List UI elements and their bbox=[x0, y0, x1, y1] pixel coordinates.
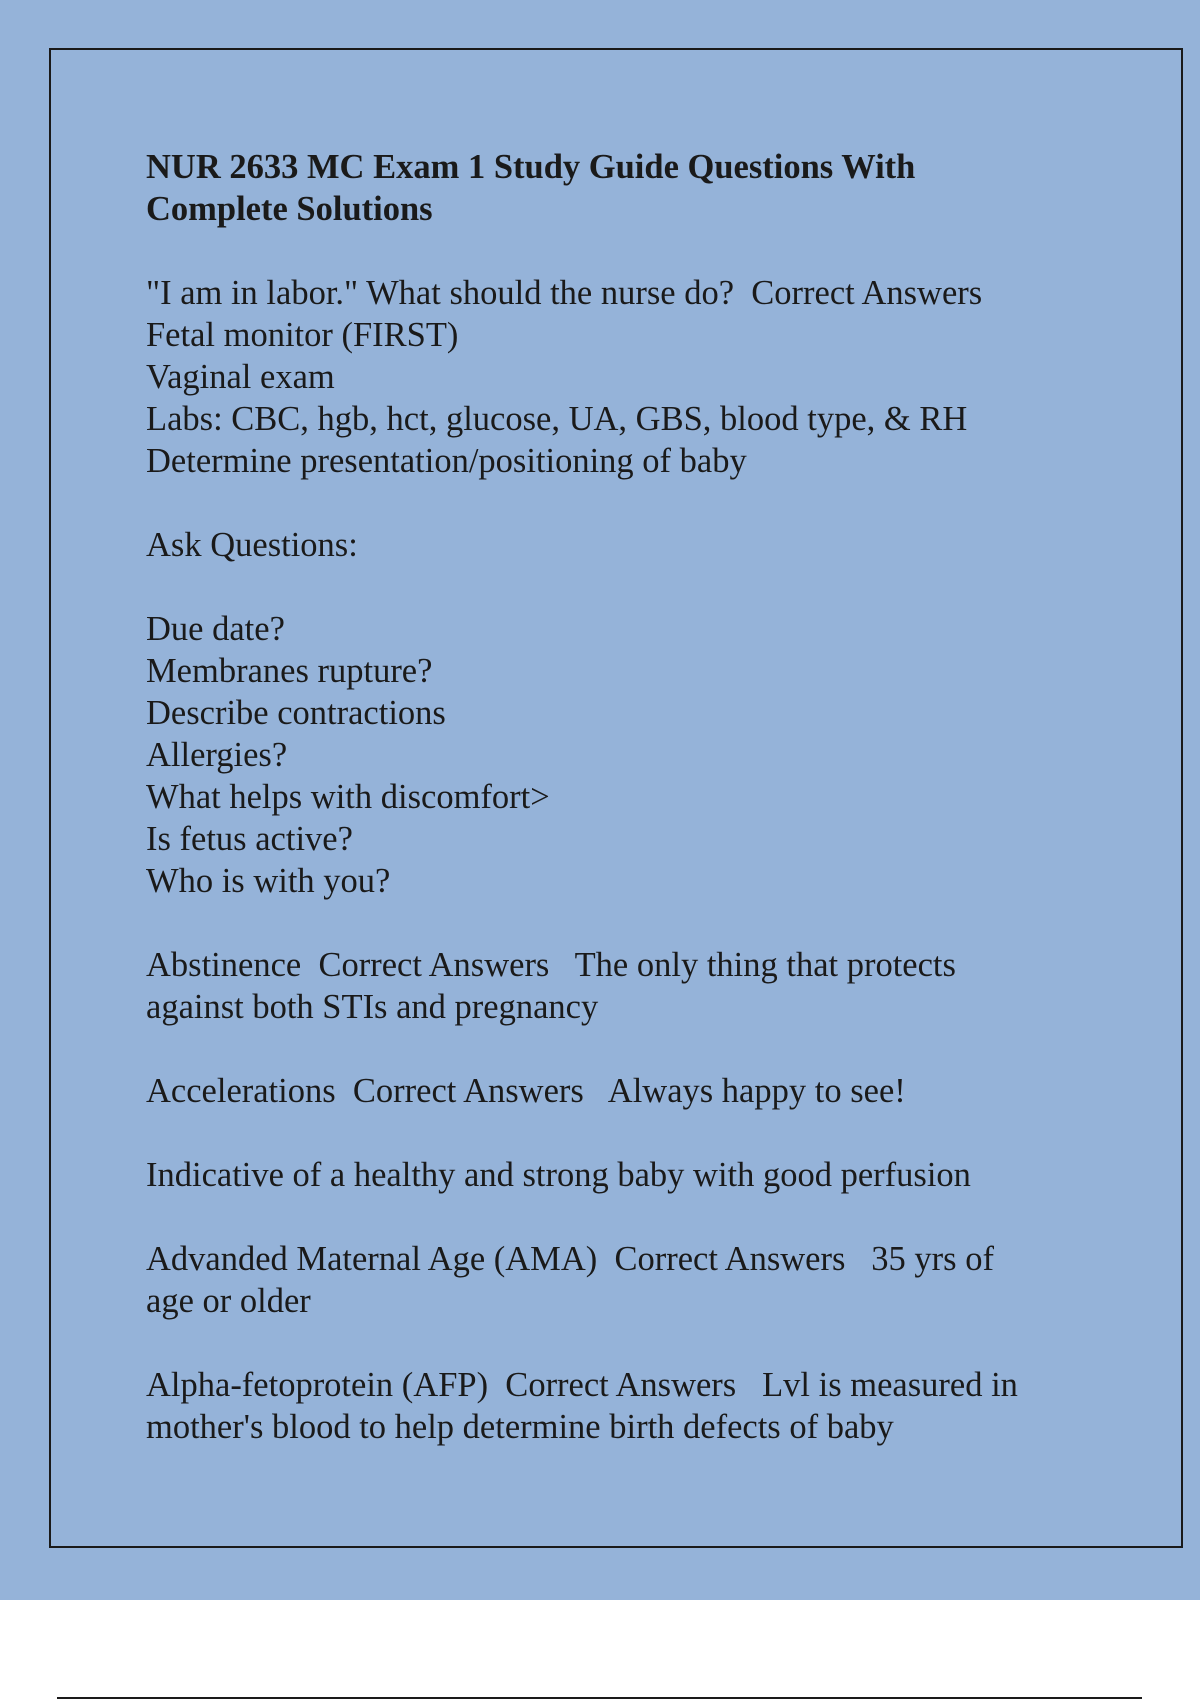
list-item: Who is with you? bbox=[146, 862, 391, 900]
list-item: Describe contractions bbox=[146, 694, 446, 732]
text-line: Abstinence Correct Answers The only thing that protects bbox=[146, 946, 956, 984]
text-line: age or older bbox=[146, 1282, 311, 1320]
document-title bbox=[146, 146, 1106, 230]
ask-questions-heading bbox=[146, 524, 1106, 566]
text-line: Ask Questions: bbox=[146, 526, 358, 564]
list-item: What helps with discomfort> bbox=[146, 778, 550, 816]
qa-block-labor bbox=[146, 272, 1106, 482]
text-line: "I am in labor." What should the nurse do? Correct Answers bbox=[146, 274, 983, 312]
qa-block-abstinence bbox=[146, 944, 1106, 1028]
text-line: Advanded Maternal Age (AMA) Correct Answers 35 yrs of bbox=[146, 1240, 994, 1278]
qa-block-afp bbox=[146, 1364, 1106, 1448]
list-item: Allergies? bbox=[146, 736, 288, 774]
qa-block-ama bbox=[146, 1238, 1106, 1322]
text-line: Accelerations Correct Answers Always happy to see! bbox=[146, 1072, 906, 1110]
list-item: Membranes rupture? bbox=[146, 652, 433, 690]
list-item: Due date? bbox=[146, 610, 285, 648]
text-line: Fetal monitor (FIRST) bbox=[146, 316, 459, 354]
text-line: Alpha-fetoprotein (AFP) Correct Answers Lvl is measured in bbox=[146, 1366, 1018, 1404]
list-item: Is fetus active? bbox=[146, 820, 353, 858]
text-line: against both STIs and pregnancy bbox=[146, 988, 599, 1026]
title-line: Complete Solutions bbox=[146, 190, 433, 228]
qa-block-accelerations bbox=[146, 1070, 1106, 1112]
text-line: Labs: CBC, hgb, hct, glucose, UA, GBS, blood type, & RH bbox=[146, 400, 968, 438]
question-list bbox=[146, 608, 1106, 902]
document-content bbox=[146, 146, 1106, 1490]
text-line: Indicative of a healthy and strong baby with good perfusion bbox=[146, 1156, 971, 1194]
title-line: NUR 2633 MC Exam 1 Study Guide Questions With bbox=[146, 148, 916, 186]
footer-divider bbox=[57, 1697, 1142, 1699]
text-line: mother's blood to help determine birth defects of baby bbox=[146, 1408, 894, 1446]
text-line: Vaginal exam bbox=[146, 358, 335, 396]
text-line: Determine presentation/positioning of baby bbox=[146, 442, 747, 480]
qa-block-indicative bbox=[146, 1154, 1106, 1196]
